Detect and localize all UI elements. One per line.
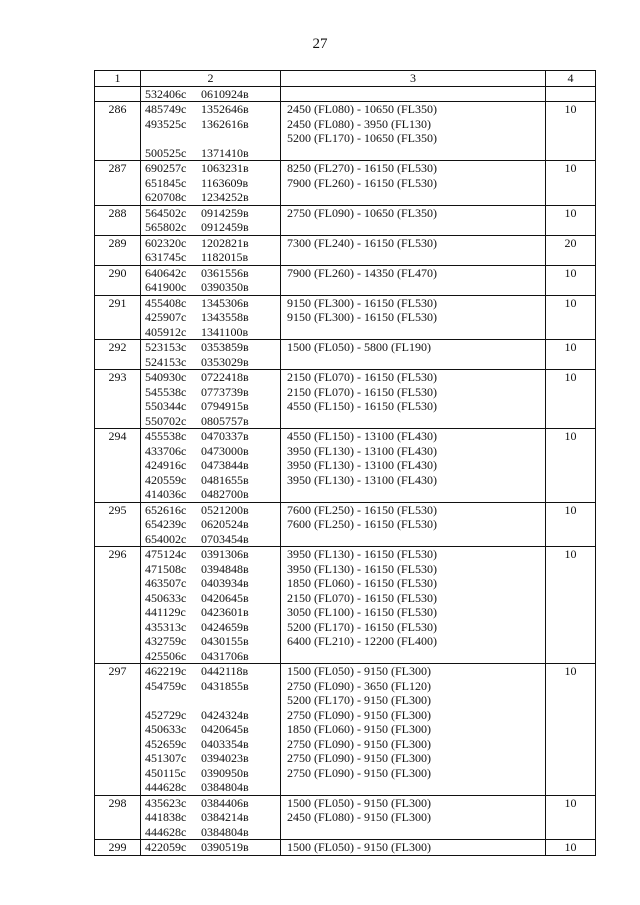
coordinates-cell	[141, 205, 281, 235]
header-col-1: 1	[95, 71, 141, 87]
coordinate-pair	[145, 102, 277, 117]
altitude-range: 7600 (FL250) - 16150 (FL530)	[287, 517, 437, 531]
coordinate-pair	[145, 266, 277, 281]
coordinates-cell	[141, 295, 281, 340]
altitude-range-cell	[281, 102, 546, 161]
coordinate-pair	[145, 473, 277, 488]
latitude: 485749с	[145, 102, 187, 116]
coordinate-pair	[145, 310, 277, 325]
longitude: 1163609в	[201, 175, 249, 190]
coordinate-pair	[145, 414, 277, 429]
latitude: 455538с	[145, 429, 187, 443]
blank-line	[145, 131, 277, 146]
coordinate-pair	[145, 250, 277, 265]
table-row	[95, 429, 596, 503]
longitude: 0794915в	[201, 399, 249, 413]
latitude: 450115с	[145, 765, 186, 780]
value-cell: 10	[546, 840, 596, 856]
coordinates-cell	[141, 340, 281, 370]
latitude: 524153с	[145, 354, 187, 369]
value-cell: 10	[546, 370, 596, 429]
longitude: 0431706в	[201, 648, 249, 663]
altitude-range-cell	[281, 86, 546, 102]
coordinate-pair	[145, 117, 277, 132]
altitude-range: 1850 (FL060) - 9150 (FL300)	[287, 722, 431, 736]
latitude: 452659с	[145, 736, 187, 751]
table-row	[95, 235, 596, 265]
altitude-range: 7900 (FL260) - 16150 (FL530)	[287, 175, 437, 190]
longitude: 0361556в	[201, 265, 249, 280]
coordinate-pair	[145, 634, 277, 649]
coordinate-pair	[145, 429, 277, 444]
coordinate-pair	[145, 176, 277, 191]
longitude: 1362616в	[201, 116, 249, 131]
longitude: 0914259в	[201, 205, 249, 220]
row-number: 298	[95, 795, 141, 840]
coordinates-cell	[141, 840, 281, 856]
coordinate-pair	[145, 547, 277, 562]
longitude: 1063231в	[201, 161, 249, 175]
header-col-3: 3	[281, 71, 546, 87]
altitude-range: 3950 (FL130) - 16150 (FL530)	[287, 547, 437, 561]
latitude: 651845с	[145, 175, 187, 190]
longitude: 0403354в	[201, 736, 249, 751]
longitude: 0390950в	[201, 765, 249, 780]
coordinate-pair	[145, 399, 277, 414]
altitude-range: 6400 (FL210) - 12200 (FL400)	[287, 634, 437, 648]
longitude: 0384804в	[201, 824, 249, 839]
longitude: 0912459в	[201, 220, 249, 234]
longitude: 0431855в	[201, 678, 249, 693]
altitude-range: 2450 (FL080) - 3950 (FL130)	[287, 116, 431, 131]
coordinate-pair	[145, 236, 277, 251]
latitude: 454759с	[145, 678, 187, 693]
longitude: 0353859в	[201, 340, 249, 354]
table-header-row	[95, 71, 596, 87]
coordinates-cell	[141, 795, 281, 840]
longitude: 0482700в	[201, 487, 249, 501]
header-col-2: 2	[141, 71, 281, 87]
row-number: 292	[95, 340, 141, 370]
altitude-range-cell	[281, 340, 546, 370]
table-row	[95, 161, 596, 206]
latitude: 550702с	[145, 413, 187, 428]
coordinate-pair	[145, 206, 277, 221]
longitude: 0384406в	[201, 795, 249, 810]
altitude-range-cell	[281, 840, 546, 856]
coordinates-cell	[141, 547, 281, 664]
altitude-range: 2750 (FL090) - 9150 (FL300)	[287, 751, 431, 765]
latitude: 463507с	[145, 576, 187, 590]
coordinates-cell	[141, 370, 281, 429]
coordinates-cell	[141, 502, 281, 547]
altitude-range: 2150 (FL070) - 16150 (FL530)	[287, 384, 437, 399]
longitude: 0442118в	[201, 664, 249, 678]
value-cell: 10	[546, 102, 596, 161]
airspace-table	[94, 70, 596, 856]
coordinate-pair	[145, 825, 277, 840]
value-cell: 20	[546, 235, 596, 265]
table-row	[95, 295, 596, 340]
coordinate-pair	[145, 146, 277, 161]
altitude-range: 7600 (FL250) - 16150 (FL530)	[287, 502, 437, 517]
latitude: 654002с	[145, 531, 187, 546]
latitude: 425506с	[145, 648, 187, 663]
latitude: 565802с	[145, 220, 187, 234]
altitude-range: 3950 (FL130) - 13100 (FL430)	[287, 472, 437, 487]
altitude-range: 7300 (FL240) - 16150 (FL530)	[287, 235, 437, 250]
altitude-range: 3050 (FL100) - 16150 (FL530)	[287, 605, 437, 619]
coordinate-pair	[145, 649, 277, 664]
coordinate-pair	[145, 503, 277, 518]
coordinate-pair	[145, 517, 277, 532]
altitude-range: 3950 (FL130) - 13100 (FL430)	[287, 443, 437, 458]
latitude: 455408с	[145, 295, 187, 310]
altitude-range-cell	[281, 547, 546, 664]
altitude-range: 3950 (FL130) - 13100 (FL430)	[287, 458, 437, 472]
coordinate-pair	[145, 620, 277, 635]
longitude: 0394023в	[201, 751, 249, 765]
table-row	[95, 340, 596, 370]
latitude: 462219с	[145, 664, 187, 678]
value-cell: 10	[546, 340, 596, 370]
table-row	[95, 502, 596, 547]
altitude-range: 1500 (FL050) - 9150 (FL300)	[287, 795, 431, 810]
latitude: 640642с	[145, 265, 187, 280]
altitude-range: 1500 (FL050) - 9150 (FL300)	[287, 840, 431, 854]
coordinate-pair	[145, 679, 277, 694]
longitude: 0390519в	[201, 840, 249, 854]
latitude: 654239с	[145, 517, 187, 531]
latitude: 420559с	[145, 472, 187, 487]
altitude-range: 2750 (FL090) - 9150 (FL300)	[287, 765, 431, 780]
altitude-range: 2450 (FL080) - 10650 (FL350)	[287, 102, 437, 116]
altitude-range: 5200 (FL170) - 9150 (FL300)	[287, 693, 431, 707]
longitude: 0420645в	[201, 722, 249, 736]
coordinates-cell	[141, 664, 281, 796]
coordinate-pair	[145, 708, 277, 723]
latitude: 493525с	[145, 116, 187, 131]
page-number: 27	[312, 36, 328, 52]
longitude: 0481655в	[201, 472, 249, 487]
latitude: 444628с	[145, 824, 187, 839]
latitude: 523153с	[145, 340, 187, 354]
altitude-range-cell	[281, 265, 546, 295]
altitude-range-cell	[281, 795, 546, 840]
longitude: 0521200в	[201, 502, 249, 517]
row-number: 286	[95, 102, 141, 161]
longitude: 0620524в	[201, 517, 249, 531]
coordinate-pair	[145, 458, 277, 473]
coordinate-pair	[145, 562, 277, 577]
altitude-range: 2150 (FL070) - 16150 (FL530)	[287, 590, 437, 605]
longitude: 1343558в	[201, 310, 249, 324]
latitude: 441838с	[145, 810, 187, 824]
coordinate-pair	[145, 810, 277, 825]
longitude: 0610924в	[201, 86, 249, 101]
latitude: 425907с	[145, 310, 187, 324]
coordinate-pair	[145, 296, 277, 311]
latitude: 475124с	[145, 547, 187, 561]
header-col-4: 4	[546, 71, 596, 87]
longitude: 0353029в	[201, 354, 249, 369]
latitude: 641900с	[145, 280, 187, 294]
altitude-range: 4550 (FL150) - 16150 (FL530)	[287, 399, 437, 413]
altitude-range: 2750 (FL090) - 9150 (FL300)	[287, 736, 431, 751]
latitude: 435313с	[145, 619, 187, 634]
table-row	[95, 86, 596, 102]
latitude: 414036с	[145, 487, 187, 501]
table-row	[95, 265, 596, 295]
altitude-range: 9150 (FL300) - 16150 (FL530)	[287, 295, 437, 310]
altitude-range: 1850 (FL060) - 16150 (FL530)	[287, 576, 437, 590]
longitude: 0420645в	[201, 590, 249, 605]
row-number: 288	[95, 205, 141, 235]
coordinate-pair	[145, 780, 277, 795]
table-row	[95, 547, 596, 664]
coordinate-pair	[145, 576, 277, 591]
longitude: 1371410в	[201, 145, 249, 160]
latitude: 550344с	[145, 399, 187, 413]
coordinate-pair	[145, 737, 277, 752]
value-cell: 10	[546, 429, 596, 503]
longitude: 0423601в	[201, 605, 249, 619]
row-number: 296	[95, 547, 141, 664]
coordinate-pair	[145, 280, 277, 295]
coordinate-pair	[145, 766, 277, 781]
latitude: 444628с	[145, 780, 187, 794]
coordinate-pair	[145, 161, 277, 176]
latitude: 451307с	[145, 751, 187, 765]
value-cell: 10	[546, 502, 596, 547]
coordinates-cell	[141, 161, 281, 206]
longitude: 0722418в	[201, 370, 249, 384]
coordinates-cell	[141, 102, 281, 161]
longitude: 0403934в	[201, 576, 249, 590]
latitude: 652616с	[145, 502, 187, 517]
altitude-range: 2450 (FL080) - 9150 (FL300)	[287, 810, 431, 824]
blank-line	[145, 693, 277, 708]
row-number: 294	[95, 429, 141, 503]
row-number: 297	[95, 664, 141, 796]
latitude: 602320с	[145, 235, 187, 250]
coordinate-pair	[145, 796, 277, 811]
value-cell: 10	[546, 295, 596, 340]
table-row	[95, 205, 596, 235]
latitude: 422059с	[145, 840, 187, 854]
value-cell: 10	[546, 664, 596, 796]
altitude-range-cell	[281, 370, 546, 429]
value-cell: 10	[546, 161, 596, 206]
longitude: 0473000в	[201, 443, 249, 458]
latitude: 564502с	[145, 205, 187, 220]
coordinate-pair	[145, 751, 277, 766]
coordinate-pair	[145, 840, 277, 855]
altitude-range-cell	[281, 161, 546, 206]
latitude: 532406с	[145, 86, 187, 101]
altitude-range-cell	[281, 295, 546, 340]
coordinate-pair	[145, 325, 277, 340]
row-number: 295	[95, 502, 141, 547]
longitude: 1345306в	[201, 295, 249, 310]
longitude: 0390350в	[201, 280, 249, 294]
latitude: 500525с	[145, 145, 187, 160]
coordinates-cell	[141, 265, 281, 295]
longitude: 0424324в	[201, 707, 249, 722]
altitude-range-cell	[281, 502, 546, 547]
latitude: 432759с	[145, 634, 187, 648]
altitude-range: 2750 (FL090) - 10650 (FL350)	[287, 205, 437, 220]
coordinate-pair	[145, 370, 277, 385]
table-row	[95, 840, 596, 856]
altitude-range: 3950 (FL130) - 16150 (FL530)	[287, 561, 437, 576]
coordinate-pair	[145, 487, 277, 502]
longitude: 0394848в	[201, 561, 249, 576]
coordinate-pair	[145, 385, 277, 400]
altitude-range: 5200 (FL170) - 10650 (FL350)	[287, 131, 437, 145]
longitude: 1202821в	[201, 235, 249, 250]
coordinates-cell	[141, 86, 281, 102]
altitude-range: 9150 (FL300) - 16150 (FL530)	[287, 310, 437, 324]
longitude: 0384214в	[201, 810, 249, 824]
value-cell: 10	[546, 205, 596, 235]
latitude: 540930с	[145, 370, 187, 384]
row-number: 287	[95, 161, 141, 206]
table-row	[95, 102, 596, 161]
value-cell: 10	[546, 547, 596, 664]
latitude: 545538с	[145, 384, 187, 399]
coordinate-pair	[145, 722, 277, 737]
value-cell: 10	[546, 265, 596, 295]
value-cell: 10	[546, 795, 596, 840]
longitude: 0703454в	[201, 531, 249, 546]
altitude-range: 7900 (FL260) - 14350 (FL470)	[287, 265, 437, 280]
longitude: 1182015в	[201, 250, 249, 264]
altitude-range: 2750 (FL090) - 3650 (FL120)	[287, 678, 431, 693]
longitude: 1341100в	[201, 324, 249, 339]
row-number: 299	[95, 840, 141, 856]
coordinate-pair	[145, 87, 277, 102]
altitude-range: 2750 (FL090) - 9150 (FL300)	[287, 707, 431, 722]
longitude: 0773739в	[201, 384, 249, 399]
longitude: 0473844в	[201, 458, 249, 472]
latitude: 405912с	[145, 324, 187, 339]
row-number: 290	[95, 265, 141, 295]
altitude-range: 1500 (FL050) - 9150 (FL300)	[287, 664, 431, 678]
coordinate-pair	[145, 190, 277, 205]
coordinate-pair	[145, 664, 277, 679]
longitude: 0470337в	[201, 429, 249, 443]
longitude: 1352646в	[201, 102, 249, 116]
longitude: 0430155в	[201, 634, 249, 648]
coordinate-pair	[145, 220, 277, 235]
coordinate-pair	[145, 605, 277, 620]
coordinates-cell	[141, 235, 281, 265]
latitude: 424916с	[145, 458, 187, 472]
altitude-range-cell	[281, 235, 546, 265]
row-number: 293	[95, 370, 141, 429]
longitude: 0384804в	[201, 780, 249, 794]
latitude: 450633с	[145, 590, 187, 605]
latitude: 631745с	[145, 250, 187, 264]
coordinate-pair	[145, 340, 277, 355]
longitude: 1234252в	[201, 190, 249, 204]
latitude: 471508с	[145, 561, 187, 576]
row-number	[95, 86, 141, 102]
value-cell	[546, 86, 596, 102]
longitude: 0424659в	[201, 619, 249, 634]
altitude-range: 5200 (FL170) - 16150 (FL530)	[287, 619, 437, 634]
latitude: 450633с	[145, 722, 187, 736]
table-row	[95, 795, 596, 840]
row-number: 291	[95, 295, 141, 340]
altitude-range: 2150 (FL070) - 16150 (FL530)	[287, 370, 437, 384]
latitude: 441129с	[145, 605, 186, 619]
coordinate-pair	[145, 591, 277, 606]
altitude-range-cell	[281, 429, 546, 503]
longitude: 0391306в	[201, 547, 249, 561]
latitude: 452729с	[145, 707, 187, 722]
coordinate-pair	[145, 444, 277, 459]
altitude-range: 8250 (FL270) - 16150 (FL530)	[287, 161, 437, 175]
altitude-range-cell	[281, 205, 546, 235]
altitude-range-cell	[281, 664, 546, 796]
altitude-range: 4550 (FL150) - 13100 (FL430)	[287, 429, 437, 443]
table-row	[95, 664, 596, 796]
coordinate-pair	[145, 532, 277, 547]
table-body	[95, 86, 596, 855]
table-row	[95, 370, 596, 429]
latitude: 433706с	[145, 443, 187, 458]
coordinate-pair	[145, 355, 277, 370]
longitude: 0805757в	[201, 413, 249, 428]
latitude: 690257с	[145, 161, 187, 175]
row-number: 289	[95, 235, 141, 265]
latitude: 620708с	[145, 190, 187, 204]
altitude-range: 1500 (FL050) - 5800 (FL190)	[287, 340, 431, 354]
latitude: 435623с	[145, 795, 187, 810]
coordinates-cell	[141, 429, 281, 503]
